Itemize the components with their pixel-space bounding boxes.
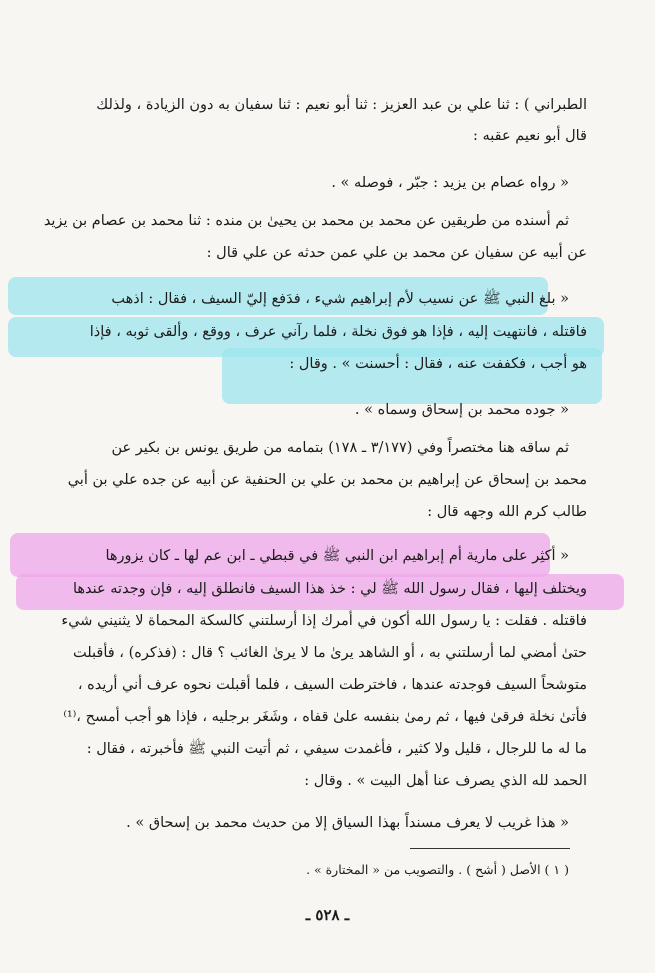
text-line: « رواه عصام بن يزيد : جبّر ، فوصله » . xyxy=(331,175,569,191)
text-line: هو أجب ، فكففت عنه ، فقال : أحسنت » . وقال : xyxy=(289,356,587,372)
footnote: ( ١ ) الأصل ( أشح ) . والتصويب من « المختارة » . xyxy=(306,862,569,877)
text-line: محمد بن إسحاق عن إبراهيم بن محمد بن علي بن الحنفية عن أبيه عن جده علي بن أبي xyxy=(67,472,587,488)
text-line: فأتىٰ نخلة فرقىٰ فيها ، ثم رمىٰ بنفسه علىٰ قفاه ، وشَغَر برجليه ، فإذا هو أجب أمسح ،⁽¹⁾ xyxy=(63,709,587,725)
text-line: « بلغ النبي ﷺ عن نسيب لأم إبراهيم شيء ، فدَفع إليّ السيف ، فقال : اذهب xyxy=(111,291,569,307)
text-line: ما له ما للرجال ، قليل ولا كثير ، فأغمدت سيفي ، ثم أتيت النبي ﷺ فأخبرته ، فقال : xyxy=(86,741,587,757)
text-line: ويختلف إليها ، فقال رسول الله ﷺ لي : خذ هذا السيف فانطلق إليه ، فإن وجدته عندها xyxy=(72,581,587,597)
text-line: طالب كرم الله وجهه قال : xyxy=(427,504,587,520)
text-line: ثم ساقه هنا مختصراً وفي (٣/١٧٧ ـ ١٧٨) بتمامه من طريق يونس بن بكير عن xyxy=(111,440,569,456)
text-line: متوشحاً السيف فوجدته عندها ، فاخترطت السيف ، فلما أقبلت نحوه عرف أني أريده ، xyxy=(77,677,587,693)
text-line: الحمد لله الذي يصرف عنا أهل البيت » . وقال : xyxy=(304,773,587,789)
page-number: ـ ٥٢٨ ـ xyxy=(305,906,350,924)
text-line: « جوده محمد بن إسحاق وسماه » . xyxy=(354,402,569,418)
text-line: « أكثِر على مارية أم إبراهيم ابن النبي ﷺ في قبطي ـ ابن عم لها ـ كان يزورها xyxy=(105,548,569,564)
text-line: قال أبو نعيم عقبه : xyxy=(473,128,587,144)
footnote-divider xyxy=(410,848,570,849)
text-line: فاقتله ، فانتهيت إليه ، فإذا هو فوق نخلة ، فلما رآني عرف ، ووقع ، وألقى ثوبه ، فإذا xyxy=(89,324,587,340)
text-line: ثم أسنده من طريقين عن محمد بن محمد بن يحيىٰ بن منده : ثنا محمد بن عصام بن يزيد xyxy=(43,213,569,229)
text-line: حتىٰ أمضي لما أرسلتني به ، أو الشاهد يرىٰ ما لا يرىٰ الغائب ؟ قال : (فذكره) ، فأقبلت xyxy=(72,645,587,661)
text-line: فاقتله . فقلت : يا رسول الله أكون في أمرك إذا أرسلتني كالسكة المحماة لا يثنيني شيء xyxy=(61,613,587,629)
text-line: « هذا غريب لا يعرف مسنداً بهذا السياق إلا من حديث محمد بن إسحاق » . xyxy=(126,815,569,831)
text-line: الطبراني ) : ثنا علي بن عبد العزيز : ثنا أبو نعيم : ثنا سفيان به دون الزيادة ، ولذلك xyxy=(96,97,587,113)
text-line: عن أبيه عن سفيان عن محمد بن علي عمن حدثه عن علي قال : xyxy=(206,245,587,261)
